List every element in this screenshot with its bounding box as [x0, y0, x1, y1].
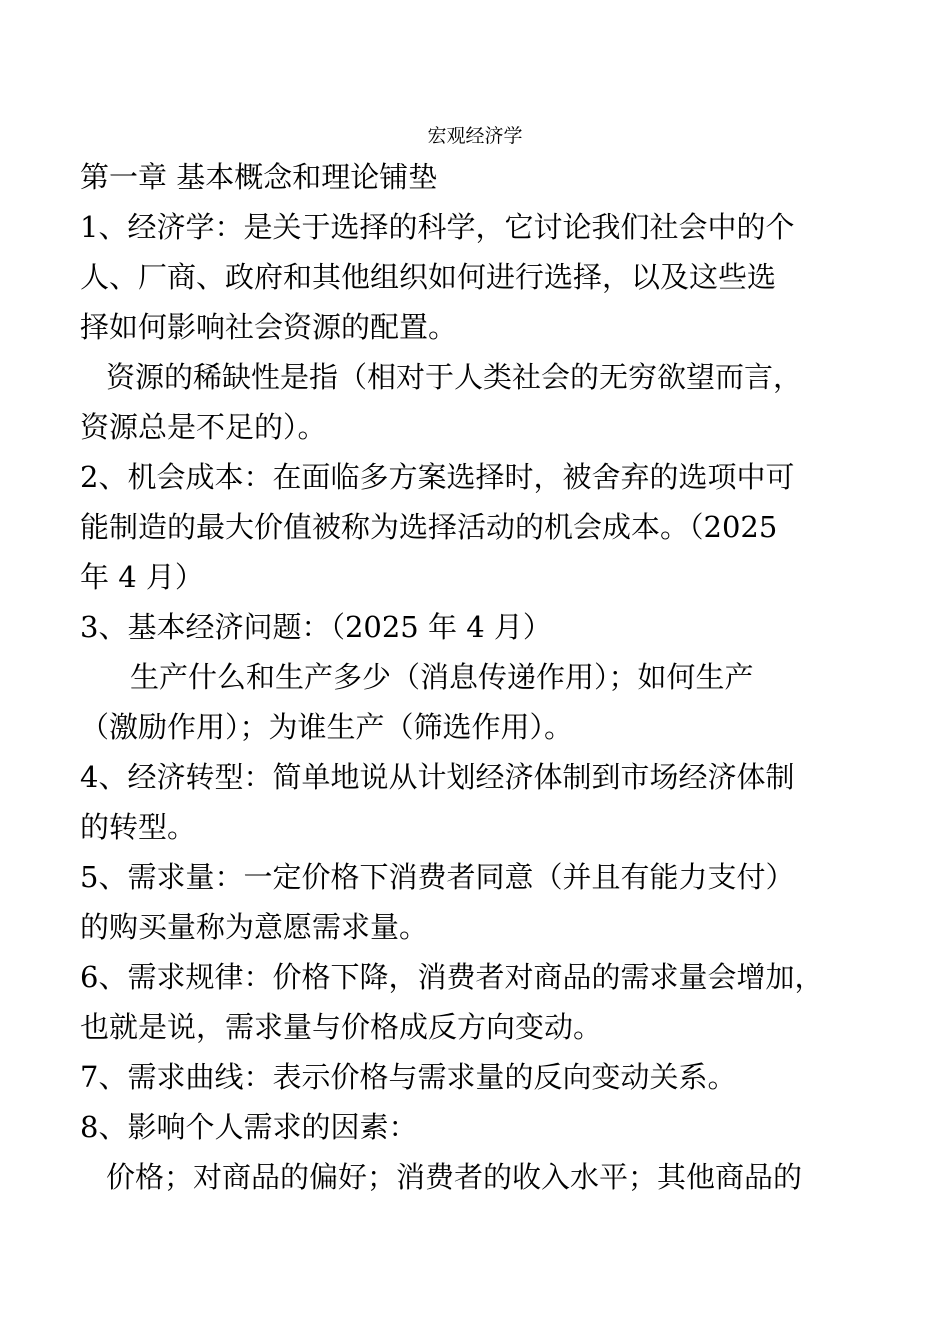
paragraph-line: 1、经济学：是关于选择的科学，它讨论我们社会中的个 [80, 210, 795, 244]
document-body [80, 152, 880, 1202]
paragraph-line: 5、需求量：一定价格下消费者同意（并且有能力支付） [80, 860, 795, 894]
chapter-heading: 第一章 基本概念和理论铺垫 [80, 160, 438, 194]
paragraph-line: 生产什么和生产多少（消息传递作用）；如何生产 [130, 660, 754, 694]
paragraph-line: 4、经济转型：简单地说从计划经济体制到市场经济体制 [80, 760, 795, 794]
paragraph-line: 7、需求曲线：表示价格与需求量的反向变动关系。 [80, 1060, 737, 1094]
paragraph-line: 资源的稀缺性是指（相对于人类社会的无穷欲望而言， [106, 360, 803, 394]
paragraph-line: 的转型。 [80, 810, 197, 844]
document-title: 宏观经济学 [427, 125, 523, 147]
paragraph-line: 2、机会成本：在面临多方案选择时，被舍弃的选项中可 [80, 460, 795, 494]
paragraph-line: 的购买量称为意愿需求量。 [80, 910, 429, 944]
paragraph-line: 人、厂商、政府和其他组织如何进行选择，以及这些选 [80, 260, 777, 294]
paragraph-line: 价格；对商品的偏好；消费者的收入水平；其他商品的 [106, 1160, 803, 1194]
paragraph-line: 8、影响个人需求的因素： [80, 1110, 418, 1144]
paragraph-line: 能制造的最大价值被称为选择活动的机会成本。（2025 [80, 510, 778, 544]
paragraph-line: 6、需求规律：价格下降，消费者对商品的需求量会增加， [80, 960, 824, 994]
paragraph-line: 也就是说，需求量与价格成反方向变动。 [80, 1010, 603, 1044]
paragraph-line: 年 4 月） [80, 560, 204, 594]
paragraph-line: （激励作用）；为谁生产（筛选作用）。 [80, 710, 574, 744]
paragraph-line: 资源总是不足的）。 [80, 410, 327, 444]
paragraph-line: 择如何影响社会资源的配置。 [80, 310, 458, 344]
paragraph-line: 3、基本经济问题：（2025 年 4 月） [80, 610, 552, 644]
